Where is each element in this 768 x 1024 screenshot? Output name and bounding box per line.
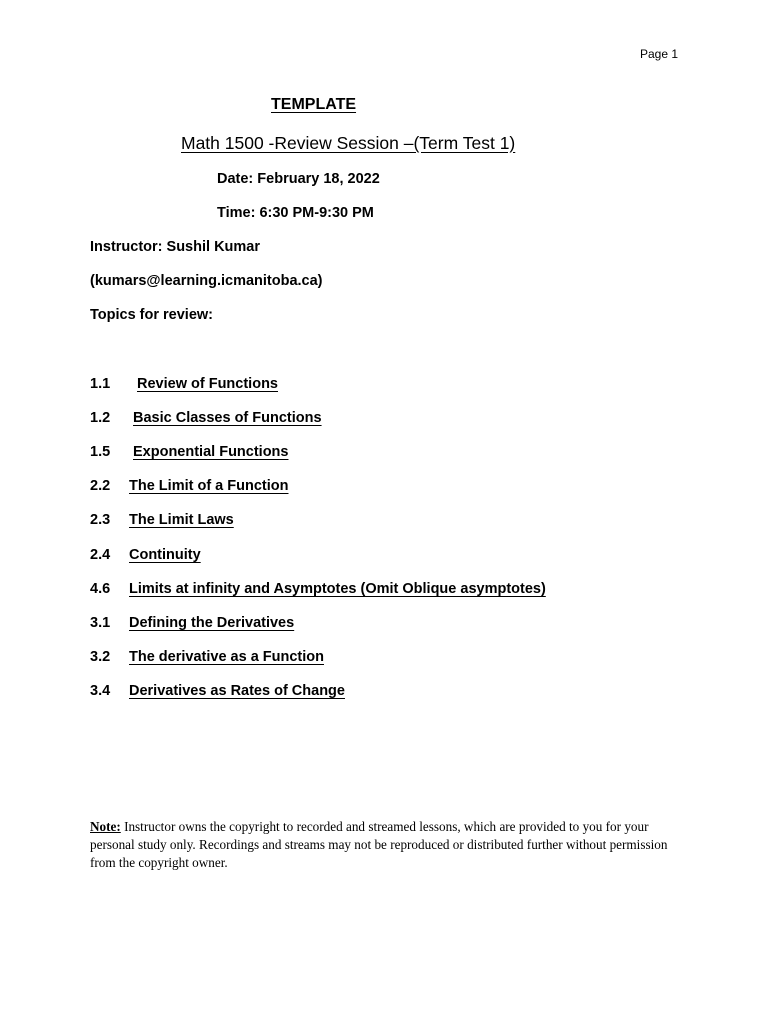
- document-title: TEMPLATE: [271, 96, 357, 113]
- session-time: Time: 6:30 PM-9:30 PM: [217, 205, 374, 221]
- topic-title: Exponential Functions: [133, 444, 289, 460]
- topic-title: The derivative as a Function: [129, 649, 324, 665]
- topic-title: The Limit Laws: [129, 512, 234, 528]
- instructor-email: (kumars@learning.icmanitoba.ca): [90, 273, 323, 289]
- topic-number: 3.4: [90, 683, 111, 699]
- topic-number: 3.2: [90, 649, 111, 665]
- topic-number: 1.2: [90, 410, 111, 426]
- topic-title: Review of Functions: [137, 376, 278, 392]
- instructor-name: Instructor: Sushil Kumar: [90, 239, 260, 255]
- topic-title: Derivatives as Rates of Change: [129, 683, 345, 699]
- topic-title: Continuity: [129, 547, 201, 563]
- session-date: Date: February 18, 2022: [217, 171, 380, 187]
- document-subtitle: Math 1500 -Review Session –(Term Test 1): [181, 133, 516, 153]
- topic-number: 2.4: [90, 547, 111, 563]
- topic-number: 1.5: [90, 444, 111, 460]
- page-number: Page 1: [640, 47, 679, 61]
- topic-title: Basic Classes of Functions: [133, 410, 322, 426]
- topics-heading: Topics for review:: [90, 307, 214, 323]
- topic-number: 3.1: [90, 615, 111, 631]
- note-label: Note:: [90, 819, 121, 834]
- topic-number: 1.1: [90, 376, 111, 392]
- copyright-note: [90, 818, 682, 872]
- topic-number: 4.6: [90, 581, 111, 597]
- topic-title: The Limit of a Function: [129, 478, 289, 494]
- topic-number: 2.3: [90, 512, 111, 528]
- topic-number: 2.2: [90, 478, 111, 494]
- topic-title: Limits at infinity and Asymptotes (Omit Oblique asymptotes): [129, 581, 546, 597]
- note-text: Instructor owns the copyright to recorded and streamed lessons, which are provided to you for your personal study only. Recordings and streams may not be reproduced or distributed further without permission from the copyright owner.: [90, 819, 668, 870]
- topic-title: Defining the Derivatives: [129, 615, 295, 631]
